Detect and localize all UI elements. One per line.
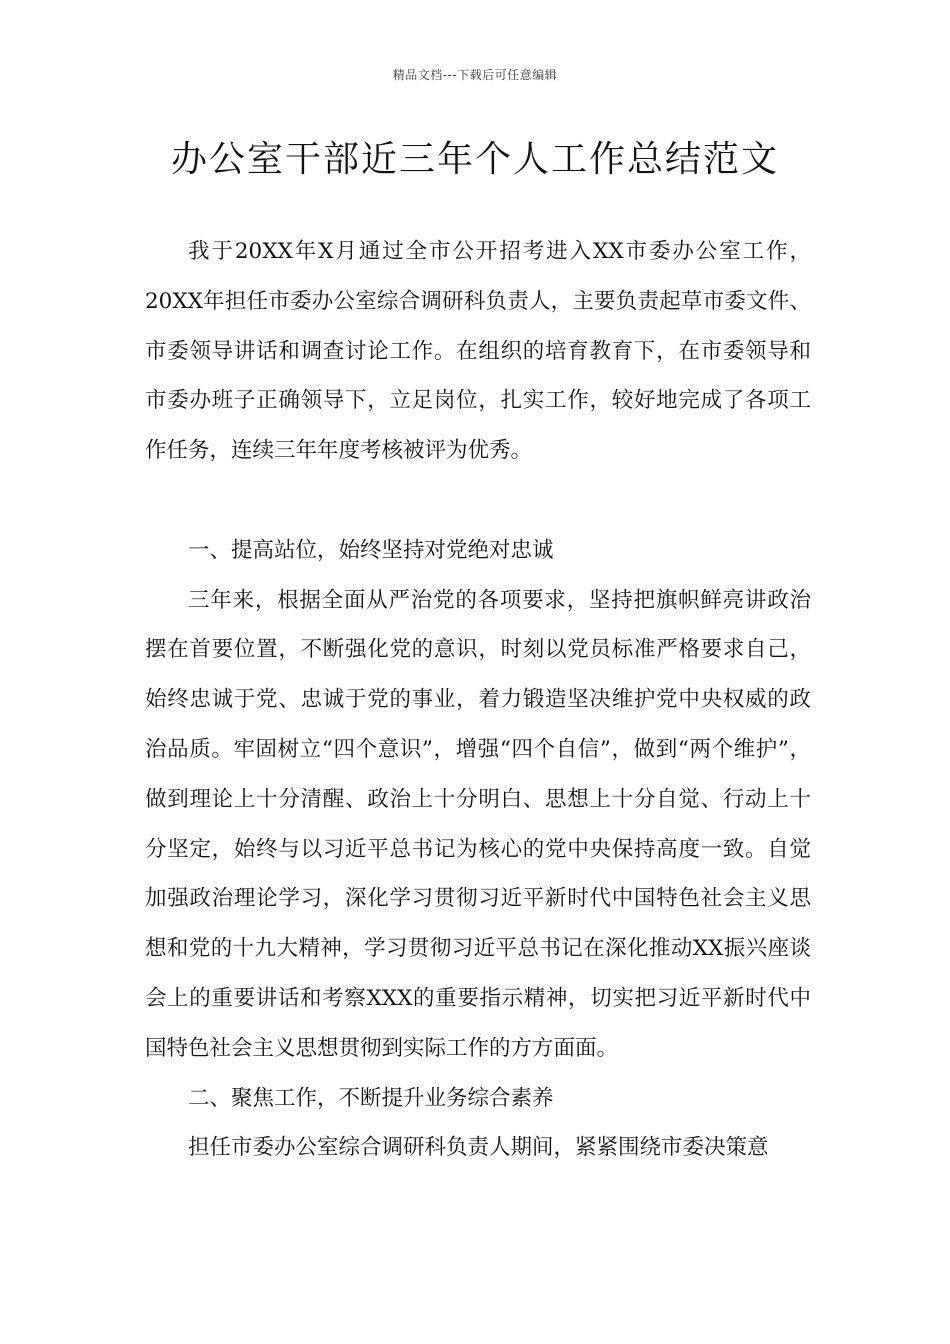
paragraph-spacer <box>145 476 811 526</box>
page-header: 精品文档---下载后可任意编辑 <box>392 68 558 82</box>
section-1-paragraph: 三年来，根据全面从严治党的各项要求，坚持把旗帜鲜亮讲政治摆在首要位置，不断强化党的意识，时刻以党员标准严格要求自己，始终忠诚于党、忠诚于党的事业，着力锻造坚决维护党中央权威的政治品质。牢固树立“四个意识”，增强“四个自信”，做到“两个维护”，做到理论上十分清醒、政治上十分明白、思想上十分自觉、行动上十分坚定，始终与以习近平总书记为核心的党中央保持高度一致。自觉加强政治理论学习，深化学习贯彻习近平新时代中国特色社会主义思想和党的十九大精神，学习贯彻习近平总书记在深化推动XX振兴座谈会上的重要讲话和考察XXX的重要指示精神，切实把习近平新时代中国特色社会主义思想贯彻到实际工作的方方面面。 <box>145 587 811 1061</box>
section-2-heading: 二、聚焦工作，不断提升业务综合素养 <box>188 1085 554 1111</box>
document-title: 办公室干部近三年个人工作总结范文 <box>170 139 779 180</box>
section-1-heading: 一、提高站位，始终坚持对党绝对忠诚 <box>188 537 554 563</box>
document-body <box>145 227 811 1173</box>
section-2-paragraph: 担任市委办公室综合调研科负责人期间，紧紧围绕市委决策意 <box>188 1135 769 1161</box>
intro-paragraph: 我于20XX年X月通过全市公开招考进入XX市委办公室工作，20XX年担任市委办公室综合调研科负责人，主要负责起草市委文件、市委领导讲话和调查讨论工作。在组织的培育教育下，在市委领导和市委办班子正确领导下，立足岗位，扎实工作，较好地完成了各项工作任务，连续三年年度考核被评为优秀。 <box>145 239 811 464</box>
